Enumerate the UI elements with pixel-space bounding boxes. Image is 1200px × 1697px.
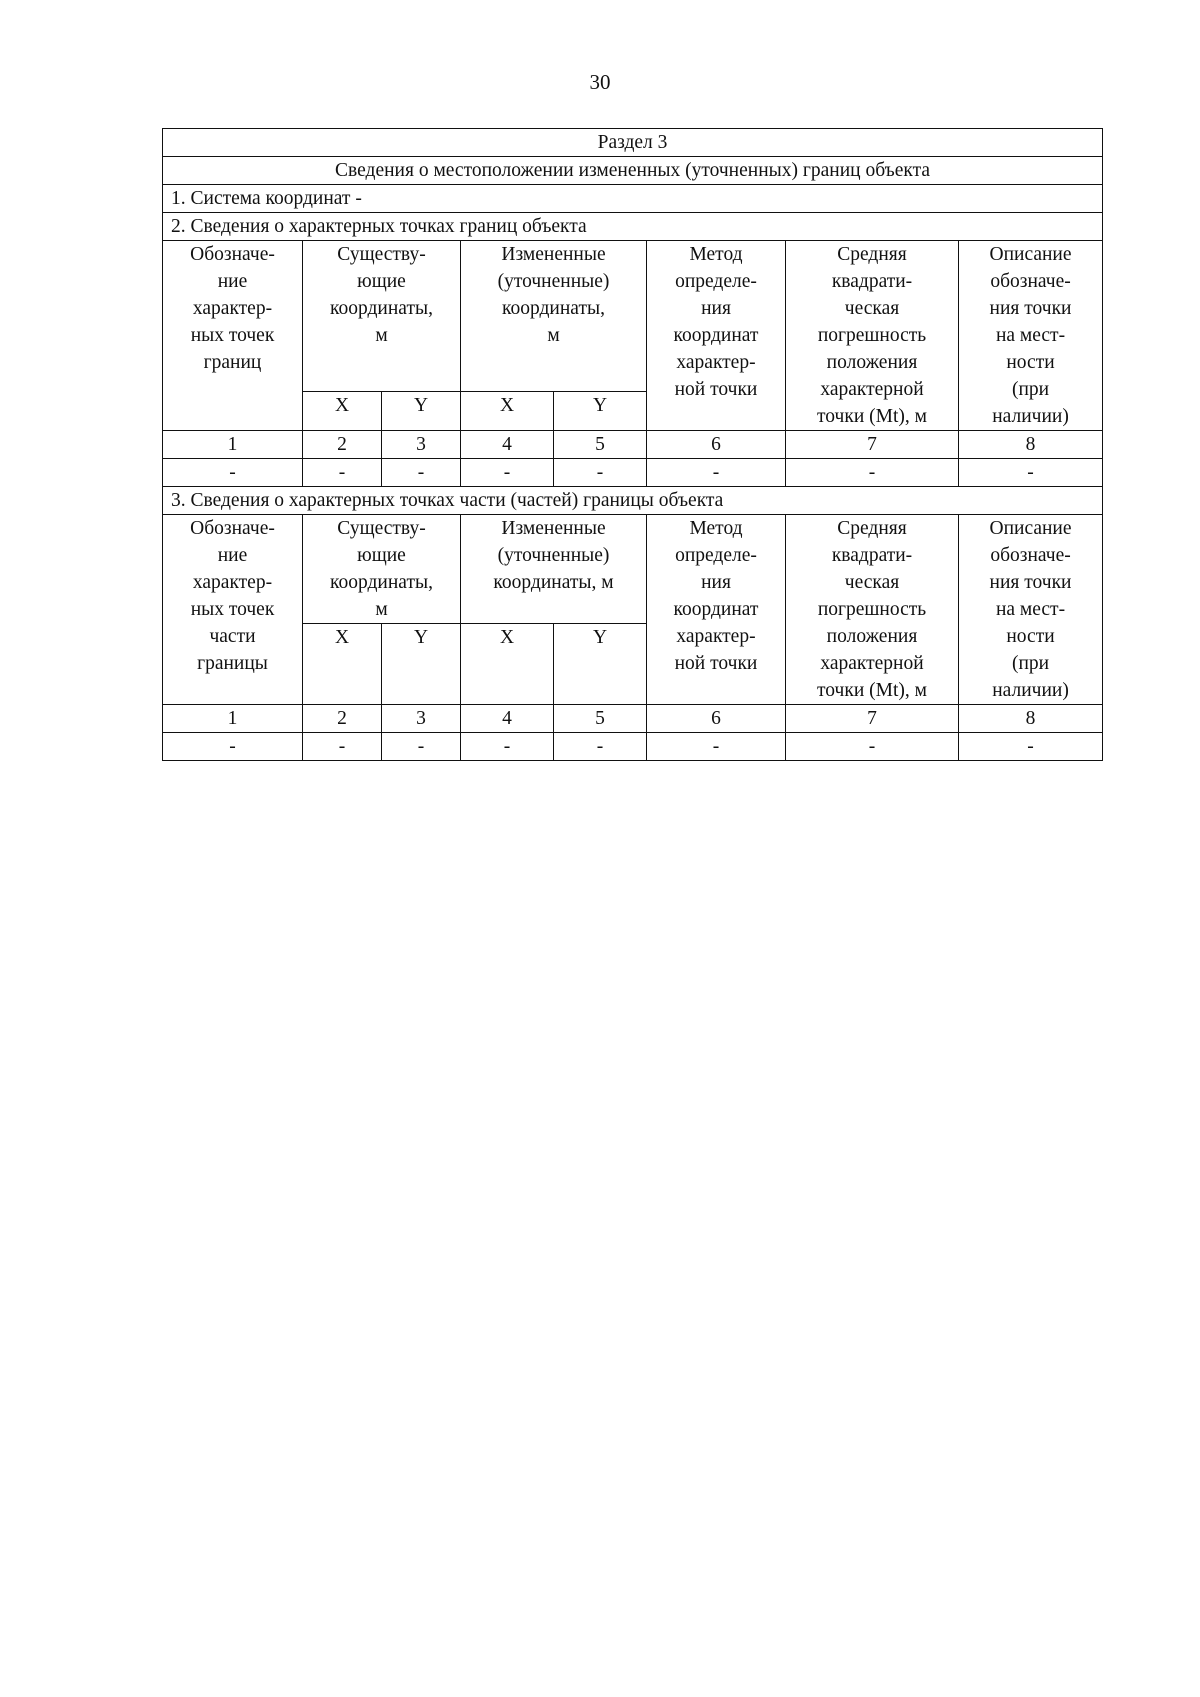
block2-title-row xyxy=(163,213,1103,241)
header-designation: Обозначе- ние характер- ных точек границ xyxy=(163,241,303,431)
table-cell: - xyxy=(647,459,786,487)
block2-number-row xyxy=(163,431,1103,459)
block2-data-row xyxy=(163,459,1103,487)
block3-data-row xyxy=(163,733,1103,761)
header-error: Средняя квадрати- ческая погрешность положения характерной точки (Mt), м xyxy=(786,515,959,705)
header-x-existing: X xyxy=(303,624,382,705)
block2-title: 2. Сведения о характерных точках границ объекта xyxy=(163,213,1103,241)
table-cell: - xyxy=(647,733,786,761)
table-cell: - xyxy=(382,733,461,761)
col-number: 5 xyxy=(554,705,647,733)
col-number: 5 xyxy=(554,431,647,459)
col-number: 4 xyxy=(461,705,554,733)
col-number: 8 xyxy=(959,705,1103,733)
table-cell: - xyxy=(461,459,554,487)
col-number: 1 xyxy=(163,431,303,459)
col-number: 1 xyxy=(163,705,303,733)
coord-system: 1. Система координат - xyxy=(163,185,1103,213)
col-number: 2 xyxy=(303,431,382,459)
table-cell: - xyxy=(959,459,1103,487)
section-title: Раздел 3 xyxy=(163,129,1103,157)
header-existing-coords: Существу- ющие координаты, м xyxy=(303,241,461,392)
header-designation: Обозначе- ние характер- ных точек части границы xyxy=(163,515,303,705)
block3-title: 3. Сведения о характерных точках части (частей) границы объекта xyxy=(163,487,1103,515)
table-cell: - xyxy=(163,733,303,761)
header-description: Описание обозначе- ния точки на мест- ности (при наличии) xyxy=(959,515,1103,705)
header-changed-coords: Измененные (уточненные) координаты, м xyxy=(461,515,647,624)
col-number: 2 xyxy=(303,705,382,733)
section-subtitle-row xyxy=(163,157,1103,185)
block3-title-row xyxy=(163,487,1103,515)
header-x-existing: X xyxy=(303,392,382,431)
table-cell: - xyxy=(461,733,554,761)
header-method: Метод определе- ния координат характер- ной точки xyxy=(647,241,786,431)
header-y-changed: Y xyxy=(554,624,647,705)
header-method: Метод определе- ния координат характер- ной точки xyxy=(647,515,786,705)
table-cell: - xyxy=(554,733,647,761)
col-number: 8 xyxy=(959,431,1103,459)
block3-header-row xyxy=(163,515,1103,624)
col-number: 4 xyxy=(461,431,554,459)
block2-header-row xyxy=(163,241,1103,392)
header-x-changed: X xyxy=(461,624,554,705)
col-number: 3 xyxy=(382,431,461,459)
table-cell: - xyxy=(303,459,382,487)
header-existing-coords: Существу- ющие координаты, м xyxy=(303,515,461,624)
table-cell: - xyxy=(382,459,461,487)
page-number: 30 xyxy=(589,70,611,94)
table-cell: - xyxy=(163,459,303,487)
header-changed-coords: Измененные (уточненные) координаты, м xyxy=(461,241,647,392)
boundary-table xyxy=(162,128,1103,761)
col-number: 6 xyxy=(647,431,786,459)
section-title-row xyxy=(163,129,1103,157)
section-subtitle: Сведения о местоположении измененных (уточненных) границ объекта xyxy=(163,157,1103,185)
header-error: Средняя квадрати- ческая погрешность положения характерной точки (Mt), м xyxy=(786,241,959,431)
header-description: Описание обозначе- ния точки на мест- ности (при наличии) xyxy=(959,241,1103,431)
table-cell: - xyxy=(554,459,647,487)
table-cell: - xyxy=(959,733,1103,761)
table-cell: - xyxy=(303,733,382,761)
header-x-changed: X xyxy=(461,392,554,431)
block3-number-row xyxy=(163,705,1103,733)
table-cell: - xyxy=(786,459,959,487)
col-number: 7 xyxy=(786,431,959,459)
header-y-existing: Y xyxy=(382,392,461,431)
header-y-changed: Y xyxy=(554,392,647,431)
col-number: 6 xyxy=(647,705,786,733)
header-y-existing: Y xyxy=(382,624,461,705)
table-cell: - xyxy=(786,733,959,761)
col-number: 7 xyxy=(786,705,959,733)
col-number: 3 xyxy=(382,705,461,733)
coord-system-row xyxy=(163,185,1103,213)
